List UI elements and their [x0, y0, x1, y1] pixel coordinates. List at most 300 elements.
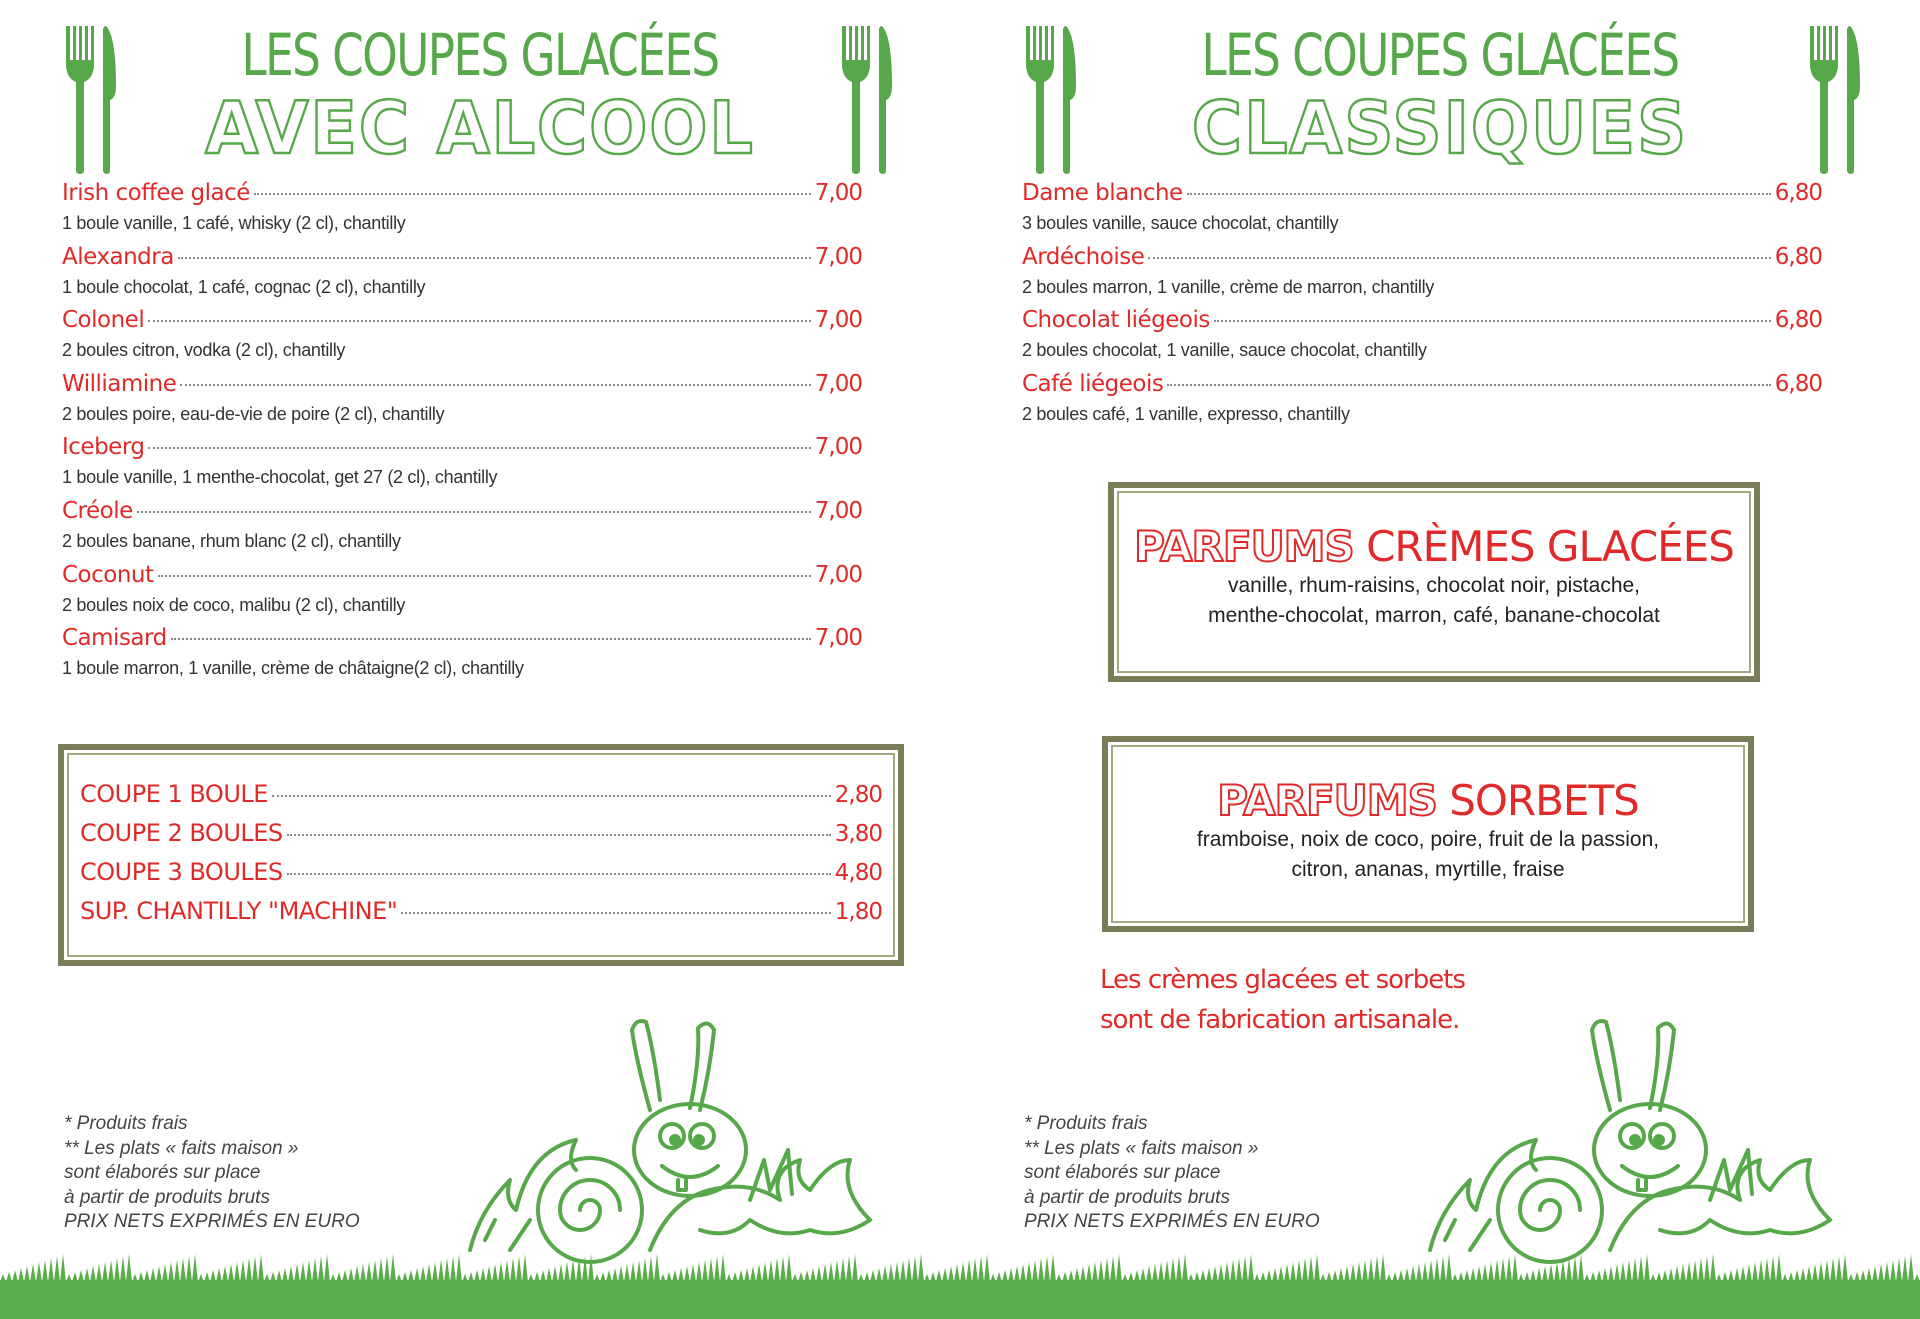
grass-blade — [450, 1256, 456, 1282]
menu-item-name: Coconut — [62, 561, 154, 588]
page-title-line1: LES COUPES GLACÉES — [1201, 21, 1679, 89]
grass-blade — [330, 1274, 336, 1282]
grass-blade — [498, 1262, 504, 1282]
grass-blade — [234, 1262, 240, 1282]
grass-blade — [312, 1258, 318, 1282]
grass-blade — [654, 1254, 660, 1282]
menu-item — [1022, 180, 1822, 244]
grass-blade — [1320, 1274, 1326, 1282]
grass-blade — [150, 1268, 156, 1282]
grass-blade — [372, 1260, 378, 1282]
grass-blade — [1464, 1270, 1470, 1282]
grass-blade — [1224, 1262, 1230, 1282]
menu-item-name: Chocolat liégeois — [1022, 307, 1210, 334]
grass-blade — [438, 1260, 444, 1282]
grass-blade — [1134, 1270, 1140, 1282]
grass-blade — [1488, 1262, 1494, 1282]
grass-blade — [1128, 1272, 1134, 1282]
grass-blade — [246, 1258, 252, 1282]
footer-line: * Produits frais — [64, 1113, 188, 1134]
grass-blade — [786, 1254, 792, 1282]
grass-blade — [426, 1264, 432, 1282]
menu-item-name: Camisard — [62, 625, 167, 652]
grass-blade — [636, 1260, 642, 1282]
cream-flavours-line: vanille, rhum-raisins, chocolat noir, pistache, — [1227, 574, 1641, 597]
grass-blade — [1428, 1260, 1434, 1282]
menu-item — [62, 498, 862, 562]
grass-blade — [294, 1264, 300, 1282]
grass-blade — [1872, 1266, 1878, 1282]
menu-item-name: Williamine — [62, 370, 177, 397]
menu-item-price: 7,00 — [814, 561, 862, 588]
grass-blade — [222, 1266, 228, 1282]
grass-blade — [576, 1258, 582, 1282]
grass-blade — [1728, 1270, 1734, 1282]
grass-blade — [990, 1274, 996, 1282]
grass-blade — [516, 1256, 522, 1282]
grass-blade — [876, 1268, 882, 1282]
grass-blade — [258, 1254, 264, 1282]
footer-notes — [1024, 1112, 1320, 1235]
grass-blade — [750, 1266, 756, 1282]
scoop-item-price: 1,80 — [834, 899, 882, 925]
grass-blade — [1566, 1258, 1572, 1282]
menu-item-name: Iceberg — [62, 434, 145, 461]
grass-blade — [1404, 1268, 1410, 1282]
cream-flavours-text — [1114, 571, 1754, 631]
grass-blade — [984, 1254, 990, 1282]
menu-item-name: Alexandra — [62, 243, 174, 270]
scoop-price-row — [80, 858, 882, 897]
grass-blade — [486, 1266, 492, 1282]
dot-leader — [272, 795, 831, 797]
grass-blade — [1866, 1268, 1872, 1282]
grass-blade — [1290, 1262, 1296, 1282]
grass-blade — [1896, 1258, 1902, 1282]
grass-blade — [1512, 1254, 1518, 1282]
grass-blade — [1500, 1258, 1506, 1282]
grass-blade — [1506, 1256, 1512, 1282]
page-title-line1: LES COUPES GLACÉES — [241, 21, 719, 89]
grass-blade — [1038, 1258, 1044, 1282]
grass-blade — [228, 1264, 234, 1282]
grass-blade — [1608, 1266, 1614, 1282]
grass-blade — [1878, 1264, 1884, 1282]
dot-leader — [148, 320, 811, 322]
grass-blade — [954, 1264, 960, 1282]
menu-item-price: 7,00 — [814, 180, 862, 206]
menu-item-price: 7,00 — [814, 625, 862, 652]
dot-leader — [1187, 193, 1771, 195]
grass-blade — [336, 1272, 342, 1282]
footer-line: ** Les plats « faits maison » — [64, 1137, 299, 1159]
grass-blade — [1752, 1262, 1758, 1282]
grass-blade — [930, 1272, 936, 1282]
grass-blade — [348, 1268, 354, 1282]
page-title-line2: CLASSIQUES — [1191, 86, 1689, 170]
grass-blade — [1416, 1264, 1422, 1282]
grass-blade — [1194, 1272, 1200, 1282]
grass-blade — [972, 1258, 978, 1282]
grass-blade — [162, 1264, 168, 1282]
grass-blade — [1884, 1262, 1890, 1282]
grass-blade — [642, 1258, 648, 1282]
grass-blade — [210, 1270, 216, 1282]
scoop-item-price: 4,80 — [834, 860, 882, 886]
grass-blade — [1212, 1266, 1218, 1282]
artisanal-note-line: sont de fabrication artisanale. — [1100, 1005, 1460, 1035]
grass-blade — [504, 1260, 510, 1282]
grass-blade — [1326, 1272, 1332, 1282]
grass-blade — [852, 1254, 858, 1282]
grass-blade — [1188, 1274, 1194, 1282]
grass-blade — [570, 1260, 576, 1282]
grass-blade — [762, 1262, 768, 1282]
grass-blade — [1476, 1266, 1482, 1282]
grass-blade — [1818, 1262, 1824, 1282]
menu-item-description: 3 boules vanille, sauce chocolat, chantilly — [1022, 213, 1339, 233]
grass-blade — [1620, 1262, 1626, 1282]
grass-blade — [1626, 1260, 1632, 1282]
grass-blade — [900, 1260, 906, 1282]
grass-blade — [420, 1266, 426, 1282]
menu-item — [62, 244, 862, 308]
grass-blade — [1614, 1264, 1620, 1282]
grass-blade — [810, 1268, 816, 1282]
menu-item — [1022, 244, 1822, 308]
grass-blade — [756, 1264, 762, 1282]
menu-item — [62, 307, 862, 371]
grass-blade — [1686, 1262, 1692, 1282]
menu-item — [62, 180, 862, 244]
grass-blade — [1350, 1264, 1356, 1282]
sorbet-flavours-line: citron, ananas, myrtille, fraise — [1291, 858, 1565, 881]
grass-blade — [1902, 1256, 1908, 1282]
grass-blade — [1554, 1262, 1560, 1282]
grass-blade — [780, 1256, 786, 1282]
menu-item-price: 6,80 — [1774, 307, 1822, 334]
grass-blade — [12, 1270, 18, 1282]
grass-blade — [1602, 1268, 1608, 1282]
grass-blade — [126, 1254, 132, 1282]
grass-blade — [726, 1274, 732, 1282]
grass-blade — [1590, 1272, 1596, 1282]
grass-blade — [1638, 1256, 1644, 1282]
grass-blade — [1068, 1270, 1074, 1282]
grass-blade — [1422, 1262, 1428, 1282]
dot-leader — [1167, 384, 1770, 386]
grass-blade — [744, 1268, 750, 1282]
grass-blade — [1830, 1258, 1836, 1282]
snail-illustration — [450, 1000, 900, 1270]
grass-blade — [1032, 1260, 1038, 1282]
page-title-line2: AVEC ALCOOL — [205, 86, 755, 170]
grass-blade — [1332, 1270, 1338, 1282]
grass-blade — [906, 1258, 912, 1282]
grass-blade — [1890, 1260, 1896, 1282]
grass-blade — [480, 1268, 486, 1282]
grass-blade — [1782, 1274, 1788, 1282]
grass-blade — [1434, 1258, 1440, 1282]
grass-blade — [912, 1256, 918, 1282]
scoop-item-price: 2,80 — [834, 782, 882, 808]
menu-item-name: Ardéchoise — [1022, 243, 1145, 270]
scoop-price-row — [80, 897, 882, 936]
grass-blade — [600, 1272, 606, 1282]
grass-blade — [1770, 1256, 1776, 1282]
grass-blade — [858, 1274, 864, 1282]
grass-blade — [1242, 1256, 1248, 1282]
grass-blade — [1266, 1270, 1272, 1282]
dot-leader — [137, 511, 811, 513]
grass-blade — [1722, 1272, 1728, 1282]
menu-item-description: 1 boule vanille, 1 menthe-chocolat, get 27 (2 cl), chantilly — [62, 467, 498, 488]
grass-blade — [1110, 1256, 1116, 1282]
grass-blade — [1446, 1254, 1452, 1282]
grass-blade — [276, 1270, 282, 1282]
sorbet-flavours-text — [1108, 825, 1748, 885]
footer-notes — [64, 1112, 360, 1235]
grass-blade — [288, 1266, 294, 1282]
grass-blade — [1776, 1254, 1782, 1282]
scoop-price-row — [80, 819, 882, 858]
grass-blade — [252, 1256, 258, 1282]
grass-blade — [1452, 1274, 1458, 1282]
grass-blade — [1914, 1274, 1920, 1282]
grass-blade — [108, 1260, 114, 1282]
grass-blade — [414, 1268, 420, 1282]
grass-blade — [138, 1272, 144, 1282]
grass-blade — [114, 1258, 120, 1282]
grass-blade — [198, 1274, 204, 1282]
grass-blade — [1278, 1266, 1284, 1282]
menu-item-price: 7,00 — [814, 497, 862, 524]
grass-blade — [1644, 1254, 1650, 1282]
grass-blade — [1146, 1266, 1152, 1282]
grass-blade — [1698, 1258, 1704, 1282]
grass-blade — [1116, 1254, 1122, 1282]
grass-blade — [864, 1272, 870, 1282]
grass-blade — [918, 1254, 924, 1282]
grass-blade — [90, 1266, 96, 1282]
sorbet-flavours-title-a: PARFUMS — [1217, 776, 1437, 825]
grass-blade — [1524, 1272, 1530, 1282]
grass-blade — [966, 1260, 972, 1282]
menu-item — [62, 434, 862, 498]
grass-blade — [1536, 1268, 1542, 1282]
grass-blade — [1494, 1260, 1500, 1282]
grass-blade — [60, 1254, 66, 1282]
menu-item-price: 6,80 — [1774, 370, 1822, 397]
menu-item-description: 1 boule marron, 1 vanille, crème de châtaigne(2 cl), chantilly — [62, 658, 524, 679]
grass-blade — [684, 1266, 690, 1282]
scoop-price-box — [58, 744, 904, 966]
grass-blade — [1008, 1268, 1014, 1282]
grass-blade — [306, 1260, 312, 1282]
menu-item-description: 2 boules noix de coco, malibu (2 cl), chantilly — [62, 594, 406, 615]
grass-blade — [1440, 1256, 1446, 1282]
grass-blade — [402, 1272, 408, 1282]
grass-blade — [564, 1262, 570, 1282]
grass-blade — [1284, 1264, 1290, 1282]
grass-blade — [582, 1256, 588, 1282]
grass-blade — [1380, 1254, 1386, 1282]
grass-blade — [1308, 1256, 1314, 1282]
grass-blade — [300, 1262, 306, 1282]
grass-blade — [1806, 1266, 1812, 1282]
grass-blade — [1260, 1272, 1266, 1282]
grass-blade — [948, 1266, 954, 1282]
right-menu-page — [960, 0, 1920, 1319]
artisanal-note-line: Les crèmes glacées et sorbets — [1100, 965, 1465, 995]
grass-blade — [30, 1264, 36, 1282]
dot-leader — [1214, 320, 1771, 322]
grass-blade — [1002, 1270, 1008, 1282]
grass-blade — [18, 1268, 24, 1282]
grass-blade — [366, 1262, 372, 1282]
footer-line: à partir de produits bruts — [1024, 1186, 1230, 1208]
grass-blade — [1086, 1264, 1092, 1282]
footer-line: sont élaborés sur place — [64, 1162, 261, 1183]
grass-blade — [492, 1264, 498, 1282]
grass-blade — [1200, 1270, 1206, 1282]
menu-item — [62, 371, 862, 435]
menu-item-name: Créole — [62, 497, 133, 524]
menu-item-description: 2 boules citron, vodka (2 cl), chantilly — [62, 340, 346, 361]
menu-item-price: 7,00 — [814, 434, 862, 461]
grass-blade — [924, 1274, 930, 1282]
grass-blade — [768, 1260, 774, 1282]
grass-blade — [1710, 1254, 1716, 1282]
grass-blade — [468, 1272, 474, 1282]
menu-item-description: 1 boule vanille, 1 café, whisky (2 cl), chantilly — [62, 213, 406, 233]
grass-blade — [1374, 1256, 1380, 1282]
menu-item-price: 6,80 — [1774, 180, 1822, 206]
grass-blade — [708, 1258, 714, 1282]
grass-blade — [168, 1262, 174, 1282]
grass-blade — [456, 1254, 462, 1282]
grass-blade — [1206, 1268, 1212, 1282]
grass-blade — [354, 1266, 360, 1282]
menu-item-price: 6,80 — [1774, 243, 1822, 270]
sorbet-flavours-line: framboise, noix de coco, poire, fruit de la passion, — [1196, 828, 1660, 851]
grass-blade — [390, 1254, 396, 1282]
grass-blade — [282, 1268, 288, 1282]
cream-flavours-title-b: CRÈMES GLACÉES — [1366, 522, 1734, 571]
grass-blade — [834, 1260, 840, 1282]
grass-blade — [804, 1270, 810, 1282]
dot-leader — [287, 873, 831, 875]
grass-blade — [870, 1270, 876, 1282]
grass-blade — [72, 1272, 78, 1282]
menu-item-name: Colonel — [62, 307, 145, 334]
grass-blade — [324, 1254, 330, 1282]
grass-blade — [1518, 1274, 1524, 1282]
grass-blade — [396, 1274, 402, 1282]
grass-blade — [1674, 1266, 1680, 1282]
grass-blade — [84, 1268, 90, 1282]
sorbet-flavours-title-b: SORBETS — [1449, 776, 1639, 825]
menu-item-list — [1022, 180, 1822, 434]
cream-flavours-title-a: PARFUMS — [1134, 522, 1354, 571]
grass-blade — [978, 1256, 984, 1282]
grass-blade — [1236, 1258, 1242, 1282]
grass-blade — [1074, 1268, 1080, 1282]
grass-blade — [630, 1262, 636, 1282]
grass-blade — [24, 1266, 30, 1282]
scoop-item-name: COUPE 2 BOULES — [80, 819, 283, 847]
grass-blade — [1482, 1264, 1488, 1282]
dot-leader — [287, 834, 831, 836]
grass-blade — [690, 1264, 696, 1282]
grass-blade — [1254, 1274, 1260, 1282]
grass-blade — [1764, 1258, 1770, 1282]
grass-blade — [1026, 1262, 1032, 1282]
grass-blade — [1758, 1260, 1764, 1282]
grass-blade — [1548, 1264, 1554, 1282]
grass-blade — [606, 1270, 612, 1282]
grass-blade — [42, 1260, 48, 1282]
grass-blade — [660, 1274, 666, 1282]
grass-blade — [1062, 1272, 1068, 1282]
menu-item-price: 7,00 — [814, 307, 862, 334]
grass-blade — [540, 1270, 546, 1282]
grass-blade — [264, 1274, 270, 1282]
dot-leader — [1148, 257, 1770, 259]
grass-blade — [672, 1270, 678, 1282]
grass-blade — [192, 1254, 198, 1282]
menu-item-price: 7,00 — [814, 370, 862, 397]
grass-blade — [1740, 1266, 1746, 1282]
grass-blade — [1662, 1270, 1668, 1282]
grass-blade — [132, 1274, 138, 1282]
grass-blade — [1152, 1264, 1158, 1282]
menu-item-description: 2 boules banane, rhum blanc (2 cl), chantilly — [62, 530, 401, 551]
grass-blade — [666, 1272, 672, 1282]
grass-blade — [546, 1268, 552, 1282]
grass-blade — [1800, 1268, 1806, 1282]
grass-blade — [774, 1258, 780, 1282]
grass-blade — [66, 1274, 72, 1282]
grass-blade — [1530, 1270, 1536, 1282]
grass-blade — [6, 1272, 12, 1282]
grass-blade — [120, 1256, 126, 1282]
grass-blade — [1668, 1268, 1674, 1282]
sorbet-flavours-box — [1102, 736, 1754, 932]
menu-item — [62, 562, 862, 626]
grass-blade — [1578, 1254, 1584, 1282]
grass-blade — [1908, 1254, 1914, 1282]
grass-blade — [1344, 1266, 1350, 1282]
grass-blade — [1314, 1254, 1320, 1282]
grass-blade — [558, 1264, 564, 1282]
grass-blade — [696, 1262, 702, 1282]
grass-blade — [1824, 1260, 1830, 1282]
grass-blade — [648, 1256, 654, 1282]
grass-blade — [618, 1266, 624, 1282]
grass-blade — [732, 1272, 738, 1282]
grass-blade — [378, 1258, 384, 1282]
grass-blade — [1560, 1260, 1566, 1282]
cream-flavours-title — [1114, 522, 1754, 571]
menu-item-name: Dame blanche — [1022, 180, 1183, 206]
grass-blade — [96, 1264, 102, 1282]
grass-blade — [240, 1260, 246, 1282]
grass-blade — [738, 1270, 744, 1282]
grass-blade — [204, 1272, 210, 1282]
grass-blade — [882, 1266, 888, 1282]
grass-blade — [186, 1256, 192, 1282]
